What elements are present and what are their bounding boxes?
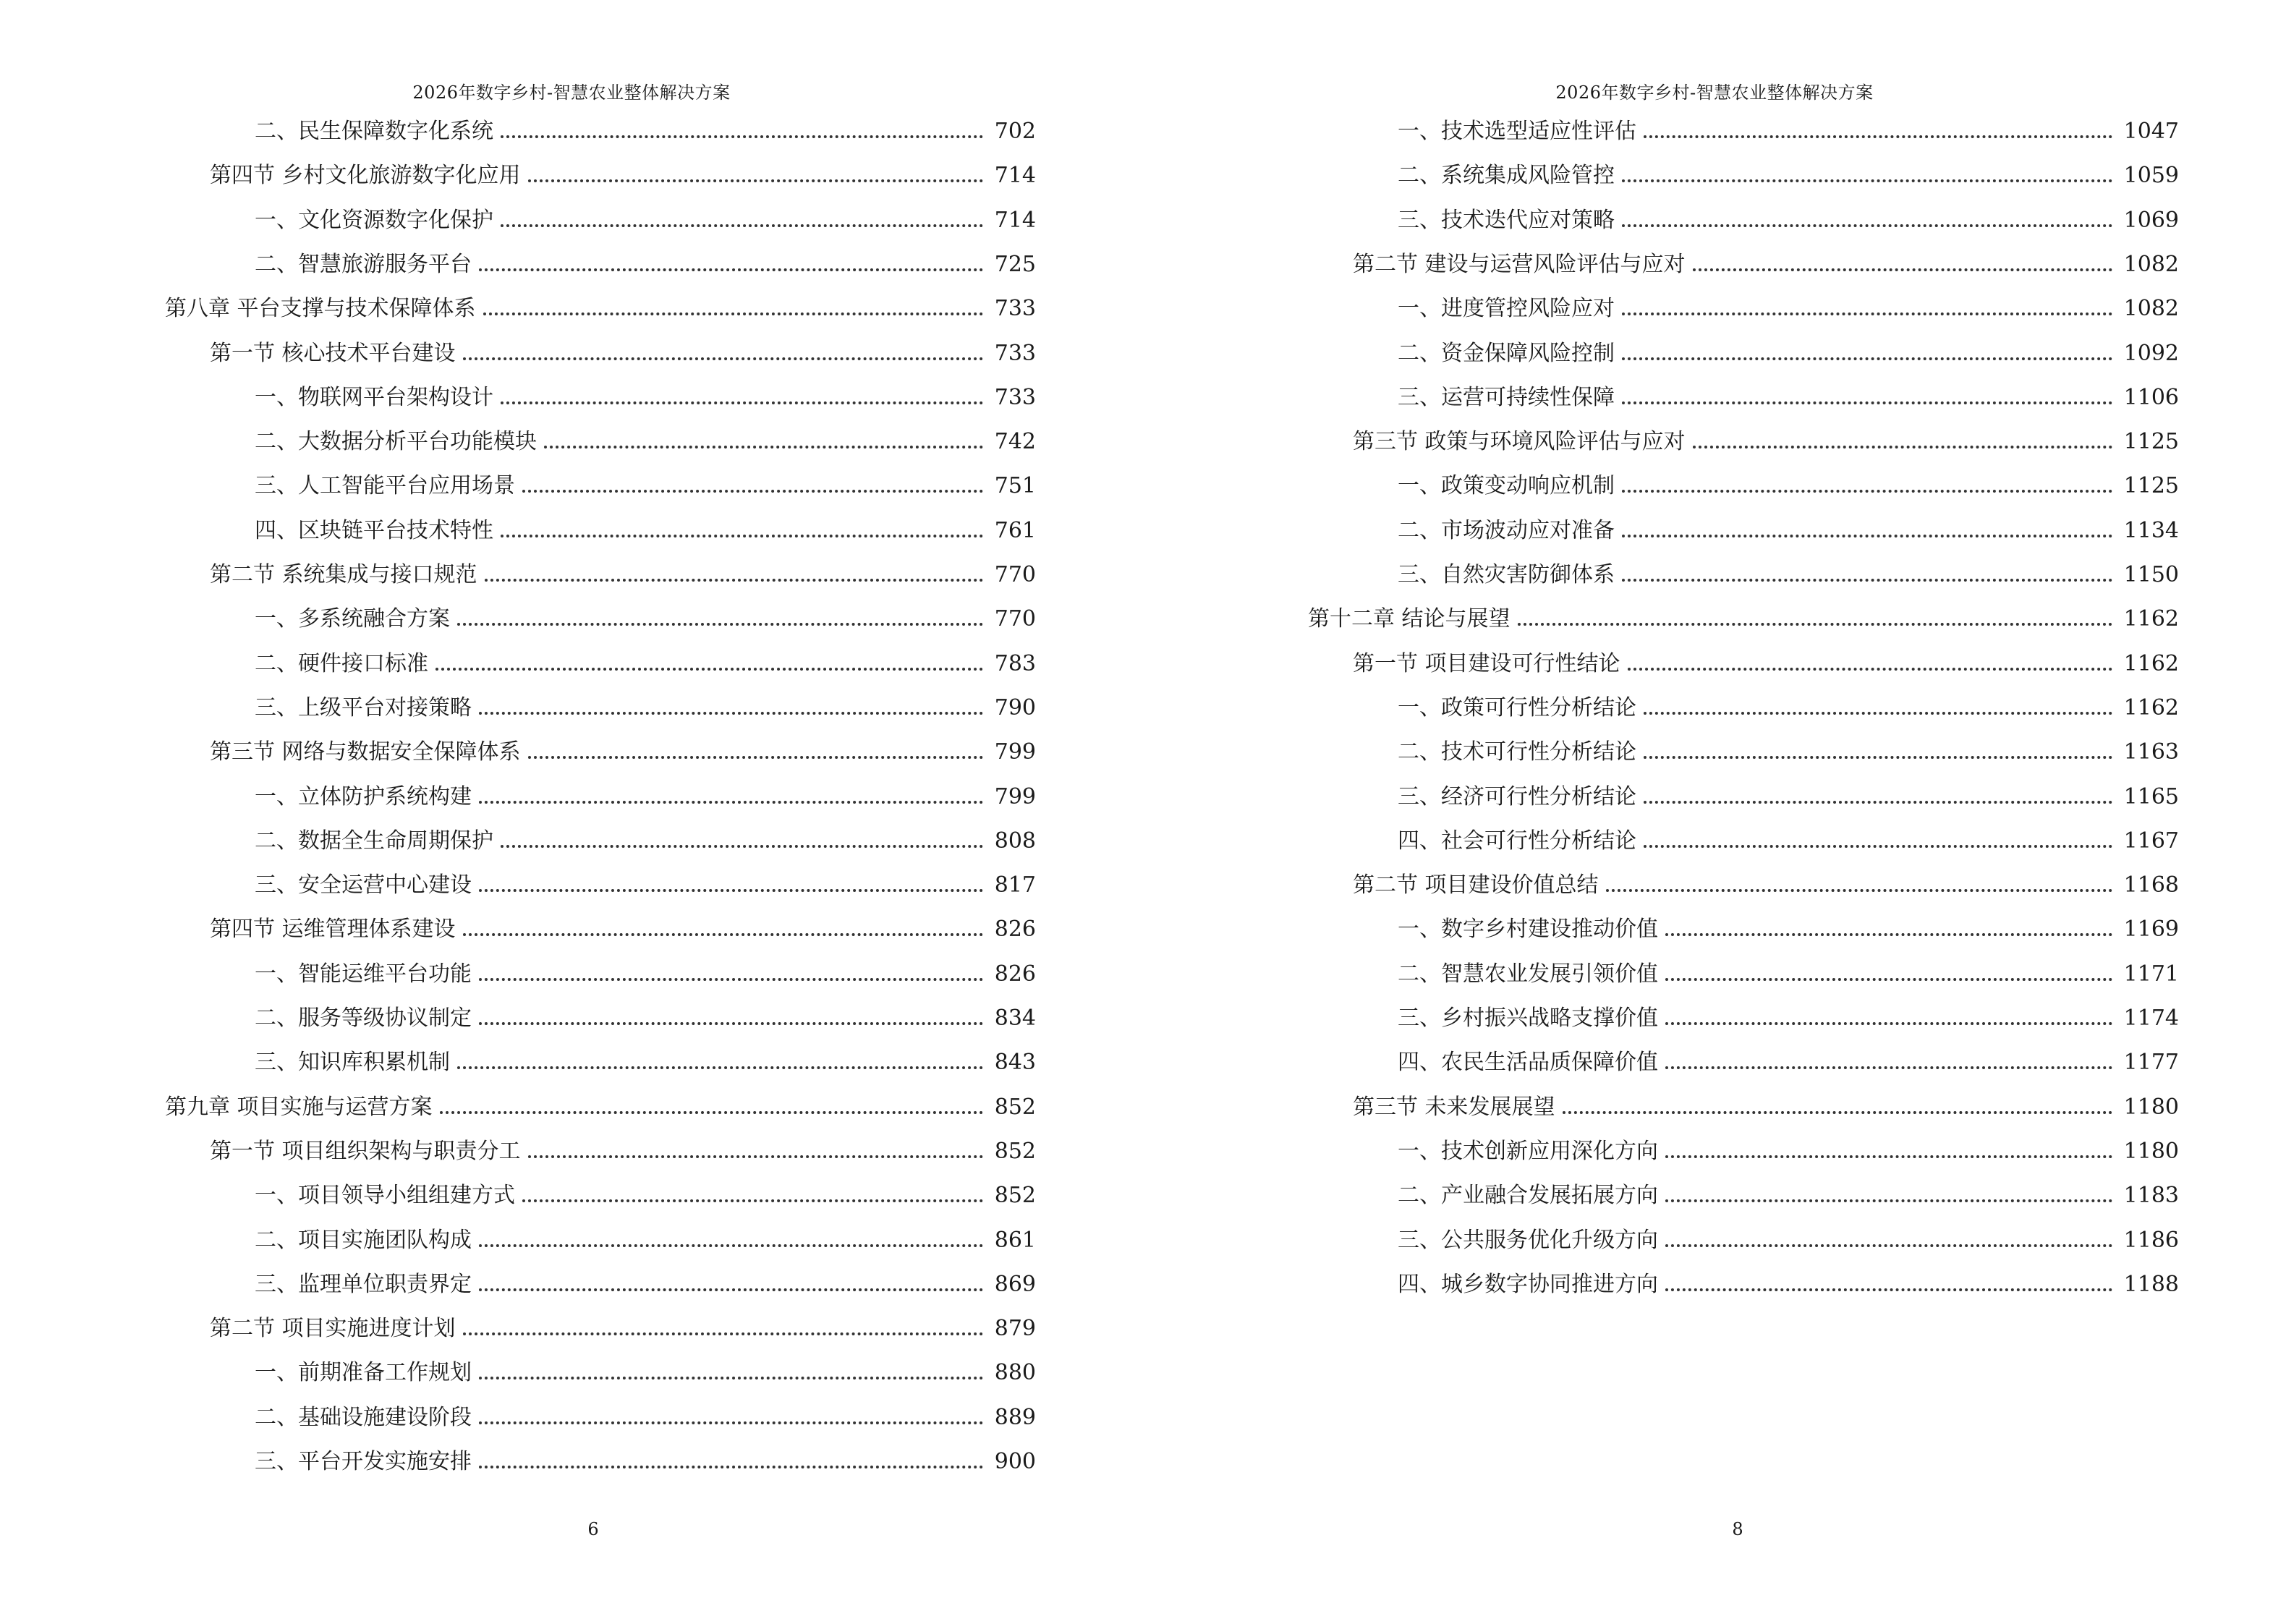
- toc-entry-page-number: 733: [994, 341, 1036, 366]
- dot-leader: [479, 978, 983, 981]
- toc-entry-page-number: 1162: [2123, 606, 2179, 632]
- dot-leader: [1622, 313, 2112, 315]
- toc-entry[interactable]: [1398, 1181, 2179, 1210]
- toc-entry[interactable]: [255, 1447, 1036, 1476]
- dot-leader: [1665, 1199, 2112, 1202]
- toc-entry-page-number: 714: [994, 208, 1036, 233]
- toc-entry-title: 第二节 项目实施进度计划: [210, 1316, 456, 1341]
- toc-entry[interactable]: [1398, 1137, 2179, 1166]
- toc-entry-title: 三、平台开发实施安排: [255, 1449, 472, 1474]
- dot-leader: [435, 668, 983, 671]
- toc-entry[interactable]: [255, 1359, 1036, 1387]
- toc-entry[interactable]: [255, 827, 1036, 856]
- dot-leader: [528, 756, 983, 759]
- dot-leader: [463, 357, 983, 360]
- toc-entry-title: 二、硬件接口标准: [255, 651, 428, 676]
- toc-entry-title: 二、数据全生命周期保护: [255, 828, 493, 854]
- toc-entry-page-number: 799: [994, 784, 1036, 809]
- toc-entry-title: 二、智慧旅游服务平台: [255, 252, 472, 277]
- toc-entry-page-number: 751: [994, 473, 1036, 498]
- toc-entry[interactable]: [255, 960, 1036, 989]
- toc-entry[interactable]: [1398, 1270, 2179, 1299]
- toc-entry-page-number: 1177: [2123, 1050, 2179, 1075]
- toc-entry-title: 一、数字乡村建设推动价值: [1398, 917, 1658, 942]
- toc-entry-title: 一、项目领导小组组建方式: [255, 1183, 515, 1208]
- page-header: 2026年数字乡村-智慧农业整体解决方案: [1555, 82, 1874, 103]
- dot-leader: [1622, 579, 2112, 582]
- toc-entry-page-number: 1047: [2123, 119, 2179, 144]
- toc-entry-page-number: 742: [994, 429, 1036, 454]
- toc-entry-title: 第三节 政策与环境风险评估与应对: [1353, 429, 1686, 454]
- dot-leader: [1622, 490, 2112, 493]
- toc-entry-title: 二、系统集成风险管控: [1398, 163, 1615, 188]
- toc-entry-page-number: 1171: [2123, 961, 2179, 987]
- toc-entry-page-number: 1082: [2123, 296, 2179, 321]
- toc-entry-page-number: 1125: [2123, 473, 2179, 498]
- toc-entry-page-number: 1169: [2123, 917, 2179, 942]
- toc-entry[interactable]: [1398, 694, 2179, 723]
- right-page: [1143, 0, 2286, 1624]
- toc-entry-title: 三、监理单位职责界定: [255, 1272, 472, 1297]
- toc-entry-page-number: 761: [994, 518, 1036, 543]
- toc-entry-title: 第一节 核心技术平台建设: [210, 341, 456, 366]
- toc-entry[interactable]: [255, 1004, 1036, 1033]
- toc-entry-title: 一、进度管控风险应对: [1398, 296, 1615, 321]
- toc-entry-page-number: 900: [994, 1449, 1036, 1474]
- toc-entry-title: 三、技术迭代应对策略: [1398, 208, 1615, 233]
- toc-entry-page-number: 834: [994, 1006, 1036, 1031]
- dot-leader: [479, 1377, 983, 1379]
- toc-entry[interactable]: [255, 250, 1036, 279]
- toc-entry-page-number: 869: [994, 1272, 1036, 1297]
- dot-leader: [479, 801, 983, 804]
- toc-entry[interactable]: [255, 383, 1036, 412]
- toc-entry-page-number: 1180: [2123, 1139, 2179, 1164]
- toc-entry[interactable]: [255, 1270, 1036, 1299]
- toc-entry-title: 第四节 乡村文化旅游数字化应用: [210, 163, 521, 188]
- toc-entry-title: 二、产业融合发展拓展方向: [1398, 1183, 1658, 1208]
- toc-entry-page-number: 1082: [2123, 252, 2179, 277]
- dot-leader: [463, 933, 983, 936]
- dot-leader: [501, 845, 983, 848]
- dot-leader: [1606, 889, 2112, 892]
- toc-entry-title: 三、自然灾害防御体系: [1398, 562, 1615, 587]
- dot-leader: [1622, 357, 2112, 360]
- dot-leader: [501, 224, 983, 227]
- toc-entry[interactable]: [210, 1137, 1036, 1166]
- toc-entry[interactable]: [255, 206, 1036, 235]
- toc-entry[interactable]: [255, 605, 1036, 634]
- toc-entry[interactable]: [255, 117, 1036, 146]
- toc-entry-page-number: 861: [994, 1228, 1036, 1253]
- toc-entry-page-number: 799: [994, 739, 1036, 765]
- dot-leader: [479, 889, 983, 892]
- toc-entry-page-number: 817: [994, 872, 1036, 898]
- dot-leader: [457, 623, 983, 626]
- dot-leader: [1693, 268, 2112, 271]
- dot-leader: [544, 446, 983, 448]
- toc-entry-title: 一、前期准备工作规划: [255, 1360, 472, 1385]
- toc-entry-title: 二、民生保障数字化系统: [255, 119, 493, 144]
- toc-entry[interactable]: [255, 1181, 1036, 1210]
- toc-entry-title: 一、多系统融合方案: [255, 606, 450, 632]
- toc-entry-page-number: 808: [994, 828, 1036, 854]
- toc-entry-title: 二、资金保障风险控制: [1398, 341, 1615, 366]
- toc-entry[interactable]: [255, 1048, 1036, 1077]
- toc-entry-title: 一、文化资源数字化保护: [255, 208, 493, 233]
- toc-entry-title: 一、立体防护系统构建: [255, 784, 472, 809]
- toc-entry-title: 四、区块链平台技术特性: [255, 518, 493, 543]
- toc-entry-title: 一、技术选型适应性评估: [1398, 119, 1636, 144]
- toc-entry-page-number: 826: [994, 961, 1036, 987]
- toc-entry[interactable]: [210, 561, 1036, 590]
- dot-leader: [501, 401, 983, 404]
- toc-entry[interactable]: [1308, 605, 2179, 634]
- toc-entry-page-number: 852: [994, 1094, 1036, 1120]
- toc-entry[interactable]: [1398, 960, 2179, 989]
- dot-leader: [1665, 1288, 2112, 1291]
- toc-entry-page-number: 843: [994, 1050, 1036, 1075]
- dot-leader: [1644, 756, 2112, 759]
- toc-entry[interactable]: [1398, 561, 2179, 590]
- toc-entry[interactable]: [1398, 827, 2179, 856]
- toc-entry-page-number: 1188: [2123, 1272, 2179, 1297]
- toc-entry-page-number: 1167: [2123, 828, 2179, 854]
- dot-leader: [479, 1466, 983, 1468]
- dot-leader: [1665, 1244, 2112, 1247]
- toc-entry[interactable]: [210, 161, 1036, 190]
- toc-entry[interactable]: [1353, 650, 2179, 679]
- toc-entry-title: 第四节 运维管理体系建设: [210, 917, 456, 942]
- toc-entry-title: 第二节 项目建设价值总结: [1353, 872, 1599, 898]
- toc-entry[interactable]: [1398, 383, 2179, 412]
- toc-entry[interactable]: [1398, 339, 2179, 368]
- toc-entry-page-number: 1168: [2123, 872, 2179, 898]
- toc-entry[interactable]: [255, 871, 1036, 900]
- toc-entry-title: 二、基础设施建设阶段: [255, 1405, 472, 1430]
- toc-entry-title: 二、技术可行性分析结论: [1398, 739, 1636, 765]
- toc-entry-title: 二、智慧农业发展引领价值: [1398, 961, 1658, 987]
- toc-entry-title: 三、上级平台对接策略: [255, 695, 472, 720]
- toc-entry-page-number: 1092: [2123, 341, 2179, 366]
- toc-entry-title: 三、安全运营中心建设: [255, 872, 472, 898]
- toc-entry-page-number: 770: [994, 606, 1036, 632]
- toc-entry-page-number: 1125: [2123, 429, 2179, 454]
- toc-entry-title: 第一节 项目建设可行性结论: [1353, 651, 1620, 676]
- toc-entry-page-number: 733: [994, 385, 1036, 410]
- toc-entry[interactable]: [255, 428, 1036, 456]
- toc-entry-page-number: 1165: [2123, 784, 2179, 809]
- toc-entry-title: 第三节 未来发展展望: [1353, 1094, 1555, 1120]
- dot-leader: [528, 179, 983, 182]
- dot-leader: [1622, 224, 2112, 227]
- dot-leader: [479, 1244, 983, 1247]
- dot-leader: [485, 579, 983, 582]
- toc-entry-title: 第九章 项目实施与运营方案: [165, 1094, 433, 1120]
- toc-entry[interactable]: [1353, 428, 2179, 456]
- toc-entry-title: 四、城乡数字协同推进方向: [1398, 1272, 1658, 1297]
- toc-entry-title: 一、物联网平台架构设计: [255, 385, 493, 410]
- toc-entry-page-number: 733: [994, 296, 1036, 321]
- dot-leader: [1693, 446, 2112, 448]
- dot-leader: [1628, 668, 2112, 671]
- dot-leader: [528, 1155, 983, 1158]
- toc-entry-title: 第二节 系统集成与接口规范: [210, 562, 477, 587]
- dot-leader: [522, 1199, 983, 1202]
- toc-entry[interactable]: [255, 1226, 1036, 1255]
- toc-entry[interactable]: [1353, 250, 2179, 279]
- toc-entry[interactable]: [1353, 871, 2179, 900]
- toc-entry-page-number: 826: [994, 917, 1036, 942]
- toc-entry[interactable]: [255, 783, 1036, 812]
- toc-entry[interactable]: [210, 339, 1036, 368]
- toc-entry[interactable]: [1398, 1004, 2179, 1033]
- dot-leader: [1665, 1022, 2112, 1025]
- toc-entry-page-number: 879: [994, 1316, 1036, 1341]
- dot-leader: [1665, 933, 2112, 936]
- toc-entry-page-number: 1183: [2123, 1183, 2179, 1208]
- toc-entry-title: 一、技术创新应用深化方向: [1398, 1139, 1658, 1164]
- dot-leader: [501, 135, 983, 138]
- toc-entry[interactable]: [1398, 1226, 2179, 1255]
- dot-leader: [1665, 1066, 2112, 1069]
- toc-entry[interactable]: [1398, 516, 2179, 545]
- toc-entry[interactable]: [210, 1314, 1036, 1343]
- toc-entry-title: 第八章 平台支撑与技术保障体系: [165, 296, 476, 321]
- dot-leader: [457, 1066, 983, 1069]
- toc-entry-page-number: 770: [994, 562, 1036, 587]
- toc-entry[interactable]: [255, 650, 1036, 679]
- toc-entry-page-number: 889: [994, 1405, 1036, 1430]
- toc-entry-page-number: 1162: [2123, 651, 2179, 676]
- toc-entry-title: 二、项目实施团队构成: [255, 1228, 472, 1253]
- toc-entry-title: 第三节 网络与数据安全保障体系: [210, 739, 521, 765]
- toc-entry[interactable]: [1398, 206, 2179, 235]
- toc-entry-page-number: 1134: [2123, 518, 2179, 543]
- dot-leader: [501, 535, 983, 537]
- toc-entry[interactable]: [1398, 915, 2179, 944]
- toc-entry-title: 一、智能运维平台功能: [255, 961, 472, 987]
- toc-entry-page-number: 714: [994, 163, 1036, 188]
- dot-leader: [1622, 179, 2112, 182]
- dot-leader: [1644, 845, 2112, 848]
- toc-entry-title: 三、人工智能平台应用场景: [255, 473, 515, 498]
- dot-leader: [1644, 712, 2112, 715]
- toc-entry[interactable]: [1398, 117, 2179, 146]
- toc-entry-title: 三、知识库积累机制: [255, 1050, 450, 1075]
- dot-leader: [522, 490, 983, 493]
- toc-entry-title: 三、运营可持续性保障: [1398, 385, 1615, 410]
- toc-entry-title: 三、经济可行性分析结论: [1398, 784, 1636, 809]
- dot-leader: [1563, 1111, 2112, 1114]
- dot-leader: [479, 712, 983, 715]
- toc-entry-page-number: 852: [994, 1139, 1036, 1164]
- toc-entry-page-number: 1059: [2123, 163, 2179, 188]
- toc-entry-page-number: 1162: [2123, 695, 2179, 720]
- dot-leader: [1622, 401, 2112, 404]
- dot-leader: [1665, 1155, 2112, 1158]
- toc-entry-title: 一、政策可行性分析结论: [1398, 695, 1636, 720]
- toc-entry-page-number: 783: [994, 651, 1036, 676]
- toc-entry-title: 一、政策变动响应机制: [1398, 473, 1615, 498]
- dot-leader: [479, 1421, 983, 1424]
- toc-entry-page-number: 702: [994, 119, 1036, 144]
- toc-entry[interactable]: [1398, 472, 2179, 501]
- dot-leader: [463, 1332, 983, 1335]
- toc-entry-page-number: 1106: [2123, 385, 2179, 410]
- toc-entry[interactable]: [1353, 1093, 2179, 1122]
- toc-entry-title: 四、农民生活品质保障价值: [1398, 1050, 1658, 1075]
- toc-entry-title: 第一节 项目组织架构与职责分工: [210, 1139, 521, 1164]
- toc-entry[interactable]: [255, 472, 1036, 501]
- dot-leader: [1644, 135, 2112, 138]
- toc-entry[interactable]: [255, 516, 1036, 545]
- dot-leader: [440, 1111, 983, 1114]
- dot-leader: [479, 1288, 983, 1291]
- toc-entry[interactable]: [1398, 783, 2179, 812]
- toc-entry[interactable]: [210, 915, 1036, 944]
- toc-entry-title: 二、大数据分析平台功能模块: [255, 429, 537, 454]
- toc-entry-page-number: 852: [994, 1183, 1036, 1208]
- toc-entry-page-number: 1150: [2123, 562, 2179, 587]
- dot-leader: [483, 313, 983, 315]
- toc-entry[interactable]: [1398, 1048, 2179, 1077]
- toc-entry[interactable]: [255, 694, 1036, 723]
- toc-entry[interactable]: [165, 1093, 1036, 1122]
- toc-entry[interactable]: [255, 1403, 1036, 1432]
- toc-entry[interactable]: [1398, 161, 2179, 190]
- page-number: 8: [1732, 1519, 1743, 1539]
- toc-entry-title: 三、乡村振兴战略支撑价值: [1398, 1006, 1658, 1031]
- toc-entry-page-number: 725: [994, 252, 1036, 277]
- toc-entry-page-number: 790: [994, 695, 1036, 720]
- dot-leader: [479, 1022, 983, 1025]
- page-header: 2026年数字乡村-智慧农业整体解决方案: [412, 82, 731, 103]
- page-number: 6: [587, 1519, 599, 1539]
- toc-entry[interactable]: [1398, 738, 2179, 767]
- toc-entry-page-number: 1186: [2123, 1228, 2179, 1253]
- toc-entry-title: 第二节 建设与运营风险评估与应对: [1353, 252, 1686, 277]
- toc-entry-page-number: 1069: [2123, 208, 2179, 233]
- dot-leader: [1665, 978, 2112, 981]
- dot-leader: [1622, 535, 2112, 537]
- toc-entry-title: 第十二章 结论与展望: [1308, 606, 1510, 632]
- toc-entry-page-number: 1163: [2123, 739, 2179, 765]
- dot-leader: [1518, 623, 2112, 626]
- toc-entry-title: 二、市场波动应对准备: [1398, 518, 1615, 543]
- toc-entry[interactable]: [210, 738, 1036, 767]
- toc-entry-title: 四、社会可行性分析结论: [1398, 828, 1636, 854]
- toc-entry[interactable]: [165, 294, 1036, 323]
- toc-entry-page-number: 880: [994, 1360, 1036, 1385]
- toc-entry-page-number: 1174: [2123, 1006, 2179, 1031]
- toc-entry-page-number: 1180: [2123, 1094, 2179, 1120]
- toc-entry-title: 二、服务等级协议制定: [255, 1006, 472, 1031]
- dot-leader: [1644, 801, 2112, 804]
- toc-entry[interactable]: [1398, 294, 2179, 323]
- toc-entry-title: 三、公共服务优化升级方向: [1398, 1228, 1658, 1253]
- dot-leader: [479, 268, 983, 271]
